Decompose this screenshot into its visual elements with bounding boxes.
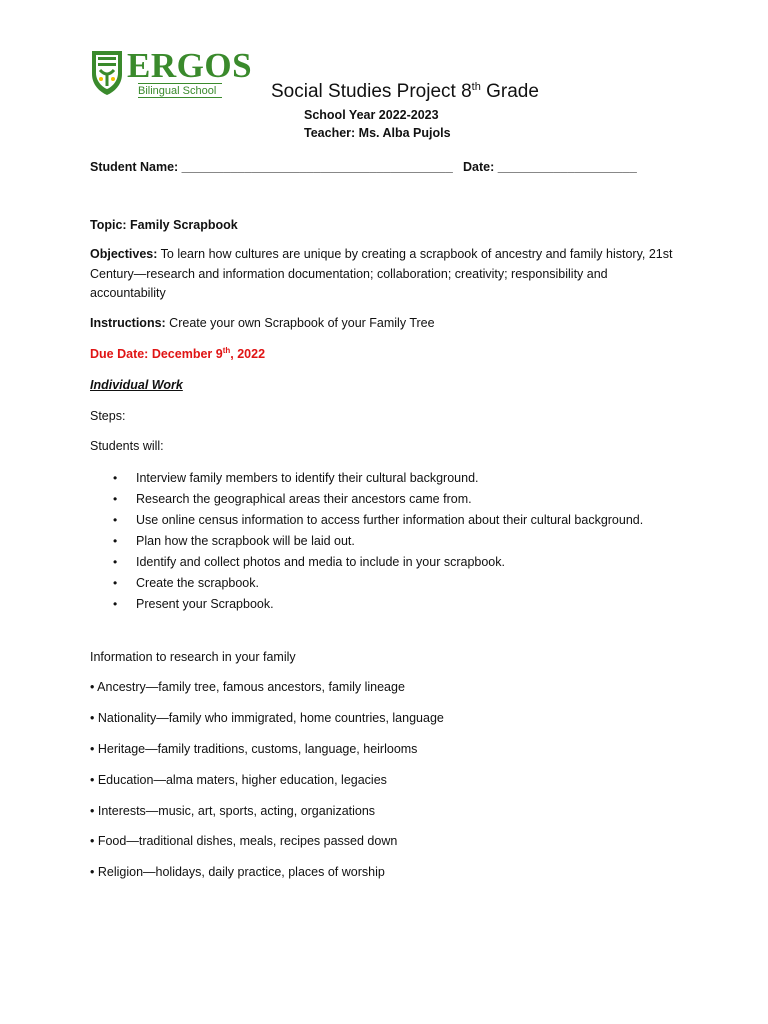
research-item-heritage: • Heritage—family traditions, customs, language, heirlooms — [90, 742, 418, 756]
step-text: Present your Scrapbook. — [136, 597, 274, 611]
list-item — [90, 594, 650, 615]
instructions — [90, 314, 435, 332]
school-year: School Year 2022-2023 — [304, 108, 439, 122]
bullet-icon: • — [113, 555, 118, 569]
research-item-nationality: • Nationality—family who immigrated, home countries, language — [90, 711, 444, 725]
instructions-text: Create your own Scrapbook of your Family Tree — [165, 316, 435, 330]
bullet-icon: • — [113, 576, 118, 590]
research-intro: Information to research in your family — [90, 650, 296, 664]
individual-work-heading: Individual Work — [90, 378, 183, 392]
logo-wordmark: ERGOS — [127, 46, 253, 85]
bullet-icon: • — [113, 492, 118, 506]
research-item-food: • Food—traditional dishes, meals, recipes passed down — [90, 834, 398, 848]
bullet-icon: • — [113, 597, 118, 611]
shield-icon — [90, 48, 124, 96]
objectives — [90, 245, 675, 304]
objectives-text: To learn how cultures are unique by creating a scrapbook of ancestry and family history, 21st Century—research and information documentation; collaboration; creativity; responsibility and accountability — [90, 247, 673, 300]
title-main: Social Studies Project 8 — [271, 81, 472, 102]
title-end: Grade — [480, 81, 539, 102]
steps-list — [90, 468, 650, 615]
student-name-field: Student Name: _______________________________________ — [90, 160, 453, 174]
step-text: Interview family members to identify their cultural background. — [136, 471, 479, 485]
bullet-icon: • — [113, 513, 118, 527]
list-item — [90, 489, 650, 510]
topic: Topic: Family Scrapbook — [90, 218, 238, 232]
teacher-name: Teacher: Ms. Alba Pujols — [304, 126, 451, 140]
due-date-prefix: Due Date: December 9 — [90, 347, 223, 361]
date-field: Date: ____________________ — [463, 160, 637, 174]
list-item — [90, 510, 650, 531]
students-will-label: Students will: — [90, 439, 164, 453]
page-title — [271, 79, 539, 105]
step-text: Identify and collect photos and media to include in your scrapbook. — [136, 555, 505, 569]
bullet-icon: • — [113, 471, 118, 485]
list-item — [90, 468, 650, 489]
title-superscript: th — [471, 81, 481, 93]
due-date — [90, 345, 265, 363]
list-item — [90, 552, 650, 573]
step-text: Use online census information to access further information about their cultural background. — [136, 513, 644, 527]
research-item-religion: • Religion—holidays, daily practice, places of worship — [90, 865, 385, 879]
research-item-ancestry: • Ancestry—family tree, famous ancestors, family lineage — [90, 680, 405, 694]
bullet-icon: • — [113, 534, 118, 548]
logo-subtitle: Bilingual School — [138, 83, 222, 98]
research-item-education: • Education—alma maters, higher education, legacies — [90, 773, 387, 787]
objectives-label: Objectives: — [90, 247, 158, 261]
step-text: Create the scrapbook. — [136, 576, 259, 590]
step-text: Plan how the scrapbook will be laid out. — [136, 534, 355, 548]
instructions-label: Instructions: — [90, 316, 166, 330]
due-date-superscript: th — [222, 346, 231, 355]
school-logo — [90, 46, 253, 100]
due-date-suffix: , 2022 — [230, 347, 266, 361]
steps-label: Steps: — [90, 409, 126, 423]
list-item — [90, 531, 650, 552]
step-text: Research the geographical areas their ancestors came from. — [136, 492, 472, 506]
research-item-interests: • Interests—music, art, sports, acting, organizations — [90, 804, 376, 818]
list-item — [90, 573, 650, 594]
